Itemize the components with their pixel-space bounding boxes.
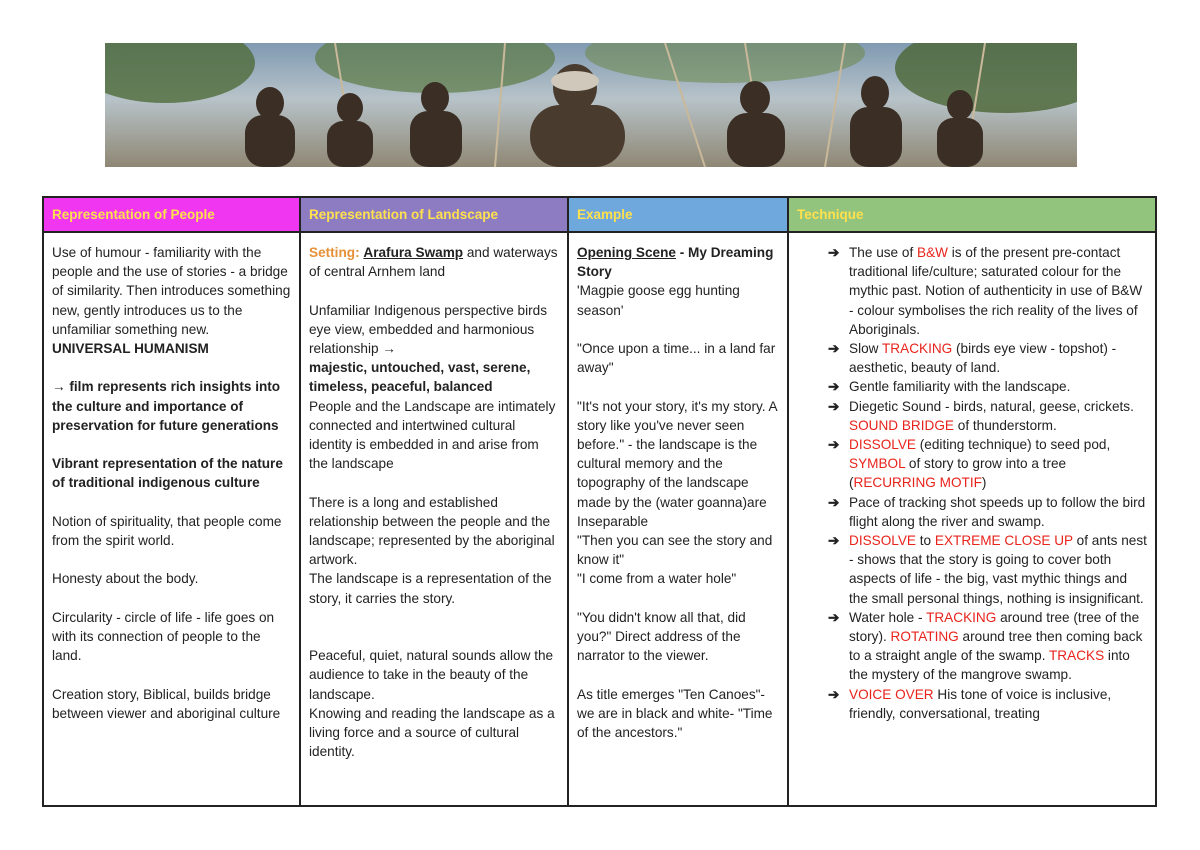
arrow-icon: ➔: [828, 341, 840, 357]
arrow-icon: ➔: [828, 245, 840, 260]
arrow-icon: ➔: [828, 609, 840, 625]
technique-term: EXTREME CLOSE UP: [934, 533, 1073, 549]
setting-label: Setting:: [309, 245, 360, 260]
technique-text: around tree then coming back to a straight angle of the swamp.: [849, 629, 1143, 664]
example-quote: "I come from a water hole": [577, 571, 737, 587]
people-text: Honesty about the body.: [52, 571, 199, 587]
example-quote: "It's not your story, it's my story. A story like you've never seen before." - the landscape is the cultural memory and the topography of the landscape made by the (water goanna)are Inseparable: [577, 398, 777, 529]
technique-text: Slow: [849, 341, 882, 357]
landscape-text: The landscape is a representation of the story, it carries the story.: [309, 571, 552, 606]
people-text: Notion of spirituality, that people come from the spirit world.: [52, 513, 282, 548]
setting-place: Arafura Swamp: [363, 245, 464, 260]
scene-title-rest: - My Dreaming Story: [577, 245, 774, 280]
example-quote: "Once upon a time... in a land far away": [577, 341, 776, 376]
content-row: [43, 232, 1156, 806]
people-text: Creation story, Biblical, builds bridge between viewer and aboriginal culture: [52, 686, 281, 721]
technique-term: VOICE OVER: [849, 686, 934, 702]
example-cell: [568, 232, 788, 806]
scene-title-line: [577, 243, 781, 281]
technique-cell: [788, 232, 1156, 806]
technique-item: [797, 531, 1149, 608]
technique-text: into the mystery of the mangrove swamp.: [849, 648, 1130, 683]
banner-image: [105, 43, 1077, 167]
technique-text: of story to grow into a tree (: [849, 456, 1067, 491]
landscape-text: There is a long and established relationship between the people and the landscape; represented by the aboriginal artwork.: [309, 494, 555, 568]
header-row: [43, 197, 1156, 232]
technique-term: RECURRING MOTIF: [853, 475, 982, 491]
arrow-icon: ➔: [828, 379, 840, 395]
example-quote: "You didn't know all that, did you?" Direct address of the narrator to the viewer.: [577, 609, 746, 664]
technique-item: [797, 243, 1149, 339]
arrow-icon: ➔: [828, 494, 840, 510]
technique-term: B&W: [917, 245, 948, 260]
technique-text: Diegetic Sound - birds, natural, geese, crickets.: [849, 398, 1134, 414]
technique-item: [797, 493, 1149, 531]
technique-text: of thunderstorm.: [954, 417, 1057, 433]
arrow-icon: ➔: [828, 437, 840, 453]
landscape-text: People and the Landscape are intimately connected and intertwined cultural identity is embedded in and arise from the landscape: [309, 398, 556, 472]
technique-text: is of the present pre-contact traditional life/culture; saturated colour for the mythic past. Notion of authenticity in use of B&W - colour symbolises the rich reality of the lives of Aboriginals.: [849, 245, 1143, 337]
example-text: As title emerges "Ten Canoes"- we are in black and white- "Time of the ancestors.": [577, 686, 773, 741]
technique-term: ROTATING: [890, 629, 959, 645]
technique-item: [797, 608, 1149, 685]
technique-term: TRACKING: [926, 609, 997, 625]
technique-item: [797, 685, 1149, 723]
banner-photo: [105, 43, 1077, 167]
technique-term: SOUND BRIDGE: [849, 417, 954, 433]
arrow-icon: ➔: [828, 686, 840, 702]
technique-item: [797, 339, 1149, 377]
setting-rest: and waterways of central Arnhem land: [309, 245, 558, 280]
landscape-text: Knowing and reading the landscape as a living force and a source of cultural identity.: [309, 705, 555, 760]
technique-text: The use of: [849, 245, 918, 260]
arrow-icon: ➔: [828, 533, 840, 549]
technique-list: [797, 243, 1149, 723]
example-quote: "Then you can see the story and know it": [577, 533, 773, 568]
technique-text: Water hole -: [849, 609, 927, 625]
technique-text: to: [916, 533, 935, 549]
header-people: Representation of People: [43, 197, 300, 232]
arrow-icon: ➔: [828, 398, 840, 414]
technique-text: of ants nest - shows that the story is going to cover both aspects of life - the big, vast mythic things and the small personal things, nothing is insignificant.: [849, 533, 1147, 606]
technique-term: DISSOLVE: [849, 533, 916, 549]
technique-text: His tone of voice is inclusive, friendly, conversational, treating: [849, 686, 1112, 721]
technique-text: around tree (tree of the story).: [849, 609, 1140, 645]
technique-item: [797, 435, 1149, 493]
example-text: 'Magpie goose egg hunting season': [577, 283, 740, 318]
landscape-text: Unfamiliar Indigenous perspective birds eye view, embedded and harmonious relationship →: [309, 302, 548, 356]
technique-text: Pace of tracking shot speeds up to follow the bird flight along the river and swamp.: [849, 494, 1146, 529]
header-example: Example: [568, 197, 788, 232]
landscape-keywords: majestic, untouched, vast, serene, timeless, peaceful, balanced: [309, 360, 531, 395]
header-technique: Technique: [788, 197, 1156, 232]
analysis-table: [42, 196, 1157, 807]
people-text: Use of humour - familiarity with the people and the use of stories - a bridge of similarity. Then introduces something new, gently introduces us to the unfamiliar something new.: [52, 245, 291, 337]
landscape-cell: [300, 232, 568, 806]
technique-item: [797, 377, 1149, 396]
scene-title: Opening Scene: [577, 245, 676, 260]
people-text: Circularity - circle of life - life goes on with its connection of people to the land.: [52, 609, 275, 664]
technique-text: ): [981, 475, 987, 491]
technique-term: TRACKS: [1049, 648, 1105, 664]
technique-text: Gentle familiarity with the landscape.: [849, 379, 1071, 395]
people-text: → film represents rich insights into the culture and importance of preservation for future generations: [52, 379, 281, 433]
setting-line: [309, 243, 561, 281]
technique-item: [797, 397, 1149, 435]
people-heading: UNIVERSAL HUMANISM: [52, 341, 209, 357]
people-cell: [43, 232, 300, 806]
technique-text: (editing technique) to seed pod,: [916, 437, 1111, 453]
technique-term: SYMBOL: [849, 456, 906, 472]
people-text: Vibrant representation of the nature of traditional indigenous culture: [52, 456, 283, 491]
technique-text: (birds eye view - topshot) - aesthetic, beauty of land.: [849, 341, 1117, 376]
technique-term: TRACKING: [882, 341, 953, 357]
technique-term: DISSOLVE: [849, 437, 916, 453]
header-landscape: Representation of Landscape: [300, 197, 568, 232]
landscape-text: Peaceful, quiet, natural sounds allow the audience to take in the beauty of the landscape.: [309, 648, 554, 702]
